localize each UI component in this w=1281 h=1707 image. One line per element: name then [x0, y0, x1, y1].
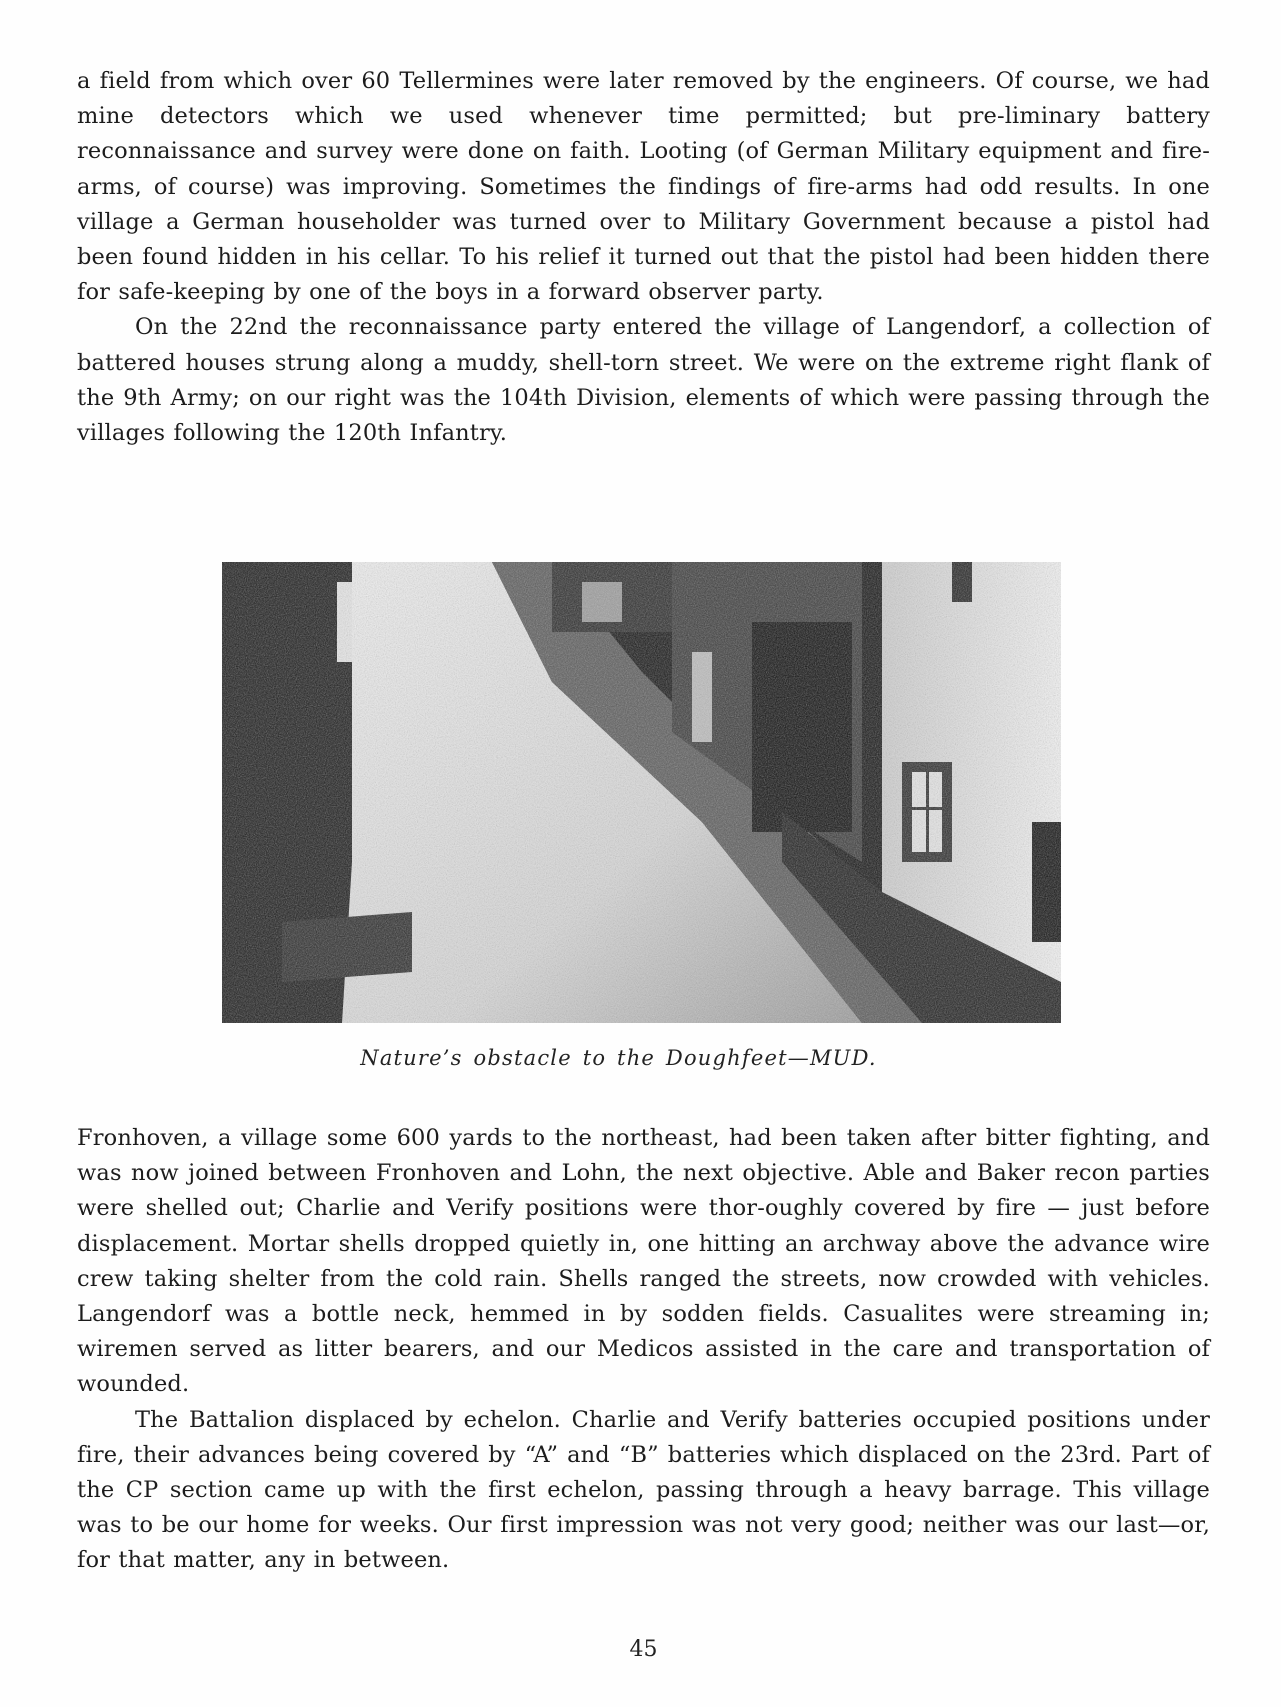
page-number — [0, 1637, 1281, 1662]
street-mud-photo — [222, 562, 1061, 1023]
paragraph-fronhoven: Fronhoven, a village some 600 yards to the northeast, had been taken after bitter fighting, and was now joined between Fronhoven and Lohn, the next objective. Able and Baker recon parties were shelled out; Charlie and Verify positions were thor-oughly covered by fire — just before displacement. Mortar shells dropped quietly in, one hitting an archway above the advance wire crew taking shelter from the cold rain. Shells ranged the streets, now crowded with vehicles. Langendorf was a bottle neck, hemmed in by sodden fields. Casualites were streaming in; wiremen served as litter bearers, and our Medicos assisted in the care and transportation of wounded. — [77, 1125, 1210, 1398]
page-number-text: 45 — [629, 1637, 658, 1662]
paragraph-battalion: The Battalion displaced by echelon. Charlie and Verify batteries occupied positions under fire, their advances being covered by “A” and “B” batteries which displaced on the 23rd. Part of the CP section came up with the first echelon, passing through a heavy barrage. This village was to be our home for weeks. Our first impression was not very good; neither was our last—or, for that matter, any in between. — [77, 1406, 1210, 1574]
paragraph-tellermines: a field from which over 60 Tellermines were later removed by the engineers. Of course, we had mine detectors which we used whenever time permitted; but pre-liminary battery reconnaissance and survey were done on faith. Looting (of German Military equipment and fire-arms, of course) was improving. Sometimes the findings of fire-arms had odd results. In one village a German householder was turned over to Military Government because a pistol had been found hidden in his cellar. To his relief it turned out that the pistol had been hidden there for safe-keeping by one of the boys in a forward observer party. — [77, 68, 1210, 306]
paragraph-langendorf: On the 22nd the reconnaissance party entered the village of Langendorf, a collection of battered houses strung along a muddy, shell-torn street. We were on the extreme right flank of the 9th Army; on our right was the 104th Division, elements of which were passing through the villages following the 120th Infantry. — [77, 314, 1210, 447]
text-block-top — [77, 64, 1210, 451]
photo-caption — [0, 1046, 1281, 1070]
photo-illustration — [222, 562, 1061, 1023]
caption-text: Nature’s obstacle to the Doughfeet—MUD. — [360, 1046, 877, 1070]
text-block-bottom — [77, 1121, 1210, 1579]
